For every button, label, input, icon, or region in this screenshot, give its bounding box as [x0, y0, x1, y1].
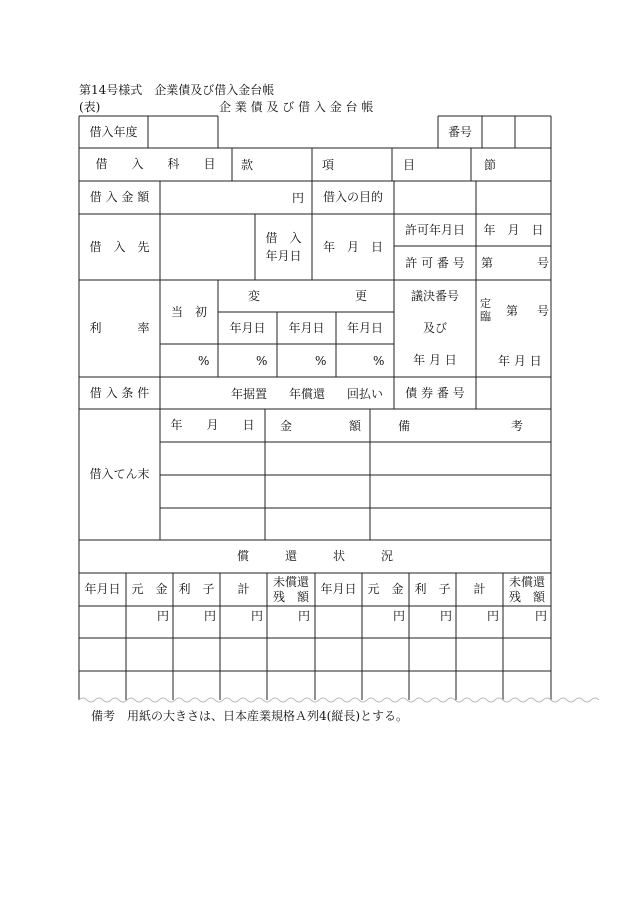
side-label: (表): [79, 100, 101, 114]
details-date-header: 年 月 日: [170, 418, 255, 433]
rep-h-interest-2: 利 子: [414, 582, 451, 597]
resolution-no-label: 議決番号: [410, 288, 459, 303]
session-dai: 第: [506, 304, 519, 318]
change-ymd-2: 年月日: [288, 320, 325, 335]
rep-yen-5: 円: [393, 609, 406, 623]
number-label: 番号: [447, 124, 472, 139]
rep-h-principal-1: 元 金: [131, 582, 168, 597]
form-number: 第14号様式 企業債及び借入金台帳: [79, 83, 275, 97]
change-ymd-3: 年月日: [346, 320, 383, 335]
terms-deferral: 年据置: [231, 387, 268, 401]
session-tei: 定: [480, 297, 491, 310]
permit-no-label: 許 可 番 号: [405, 255, 465, 270]
details-label: 借入てん末: [89, 467, 150, 482]
rep-yen-3: 円: [251, 609, 264, 623]
footer-note: 備考 用紙の大きさは、日本産業規格Ａ列4(縦長)とする。: [91, 709, 409, 723]
change-ymd-1: 年月日: [229, 320, 266, 335]
session-gou: 号: [537, 304, 550, 318]
rep-yen-6: 円: [440, 609, 453, 623]
rate-pct-2: %: [256, 354, 268, 368]
lender-label: 借 入 先: [89, 239, 150, 254]
amount-yen-unit: 円: [292, 191, 305, 205]
rep-h-total-2: 計: [473, 582, 486, 597]
borrow-year-field[interactable]: [148, 116, 218, 148]
borrow-date-ymd: 年 月 日: [322, 239, 383, 254]
resolution-and-label: 及び: [422, 320, 447, 335]
rate-change-label-a: 変: [248, 289, 261, 303]
details-amount-header-b: 額: [349, 419, 362, 433]
rate-pct-3: %: [315, 354, 327, 368]
terms-label: 借 入 条 件: [89, 385, 150, 400]
permit-date-label: 許可年月日: [404, 222, 465, 237]
rep-h-balance-2: 未償還 残 額: [508, 575, 545, 604]
rate-change-label-b: 更: [355, 289, 368, 303]
session-ymd: 年 月 日: [498, 354, 542, 368]
rep-h-principal-2: 元 金: [367, 582, 404, 597]
rep-yen-4: 円: [298, 609, 311, 623]
terms-repay: 年償還: [289, 387, 326, 401]
borrow-year-label: 借入年度: [89, 124, 138, 139]
details-remarks-header-b: 考: [511, 419, 524, 433]
terms-installments: 回払い: [347, 387, 384, 401]
rep-yen-1: 円: [157, 609, 170, 623]
rep-yen-2: 円: [204, 609, 217, 623]
rep-h-date-2: 年月日: [320, 582, 357, 597]
rate-initial-label: 当 初: [170, 304, 207, 319]
details-remarks-header-a: 備: [398, 419, 411, 433]
rep-h-balance-1: 未償還 残 額: [272, 575, 309, 604]
rep-yen-7: 円: [487, 609, 500, 623]
kou-label: 項: [322, 158, 335, 172]
permit-no-gou: 号: [537, 256, 550, 270]
details-amount-header-a: 金: [280, 419, 293, 433]
resolution-ymd: 年 月 日: [413, 352, 457, 367]
form-title: 企 業 債 及 び 借 入 金 台 帳: [219, 100, 374, 114]
subject-label: 借 入 科 目: [95, 157, 216, 172]
permit-no-dai: 第: [481, 256, 494, 270]
amount-label: 借 入 金 額: [89, 190, 150, 205]
rep-h-interest-1: 利 子: [178, 582, 215, 597]
purpose-label: 借入の目的: [322, 190, 383, 205]
rate-pct-4: %: [373, 354, 385, 368]
number-field[interactable]: [482, 116, 515, 148]
rate-label: 利 率: [89, 321, 150, 336]
permit-date-ymd: 年 月 日: [483, 222, 544, 237]
session-rin: 臨: [480, 310, 491, 323]
repayment-title: 償 還 状 況: [236, 549, 393, 564]
bond-no-label: 債 券 番 号: [405, 385, 465, 400]
kan-label: 款: [241, 158, 254, 172]
borrow-date-label-1: 借 入: [265, 230, 302, 245]
borrow-date-label: [255, 214, 312, 280]
setsu-label: 節: [484, 158, 497, 172]
moku-label: 目: [403, 158, 416, 172]
borrow-date-label-2: 年月日: [265, 249, 302, 263]
rate-pct-1: %: [198, 354, 210, 368]
rep-h-total-1: 計: [237, 582, 250, 597]
rep-h-date-1: 年月日: [84, 582, 121, 597]
rep-yen-8: 円: [535, 609, 548, 623]
